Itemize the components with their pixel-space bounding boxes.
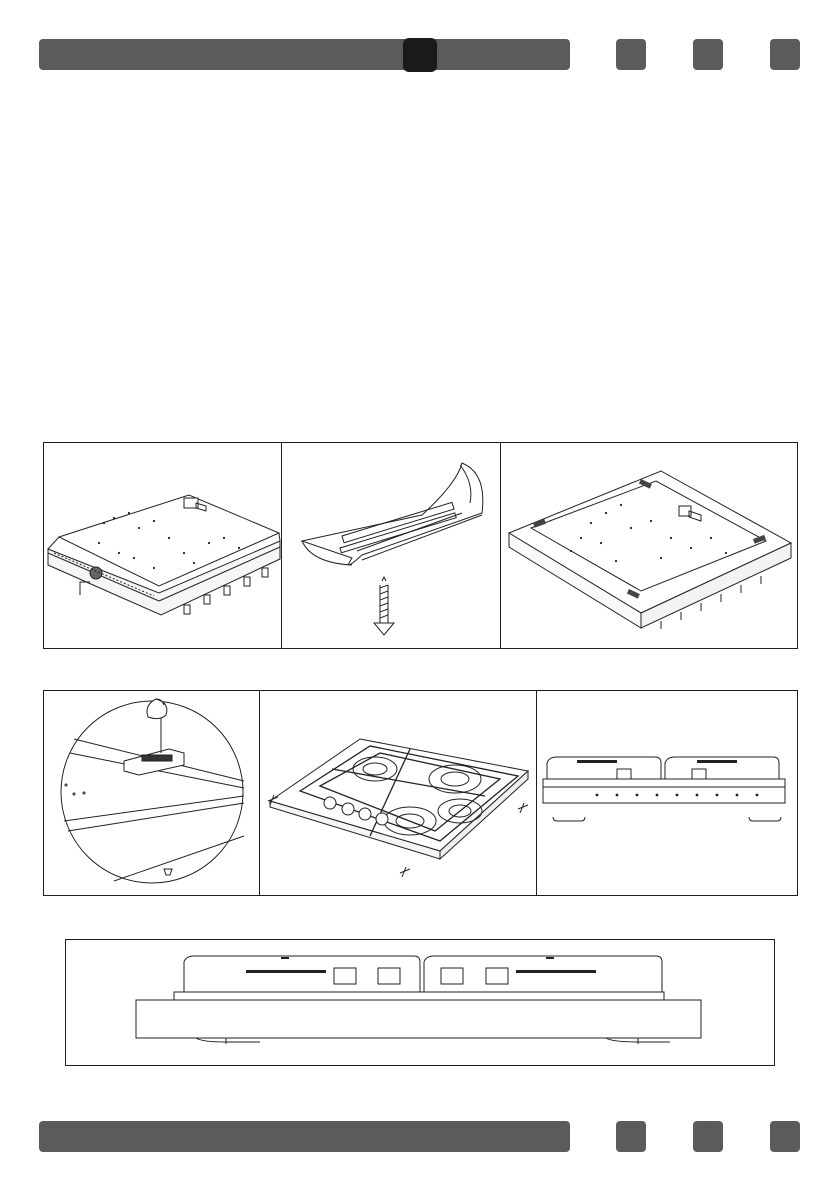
header-square-2[interactable] — [693, 39, 723, 70]
figure-hob-underside-with-seal — [43, 442, 283, 649]
footer-square-2[interactable] — [693, 1121, 723, 1152]
figure-fixing-bracket-and-screw — [281, 442, 502, 649]
figure-bracket-screw-detail — [43, 690, 261, 896]
header-square-3[interactable] — [770, 39, 800, 70]
header-active-tab[interactable] — [403, 38, 437, 72]
figure-hob-front-view-bracket-position — [536, 690, 798, 896]
header-square-1[interactable] — [616, 39, 646, 70]
figure-hob-front-view-installed-in-worktop — [65, 939, 775, 1066]
figure-hob-top-view-with-grates — [259, 690, 538, 896]
header-bar — [39, 39, 570, 70]
footer-bar — [39, 1121, 570, 1152]
figure-hob-in-worktop-with-brackets — [500, 442, 798, 649]
footer-square-3[interactable] — [770, 1121, 800, 1152]
footer-square-1[interactable] — [616, 1121, 646, 1152]
